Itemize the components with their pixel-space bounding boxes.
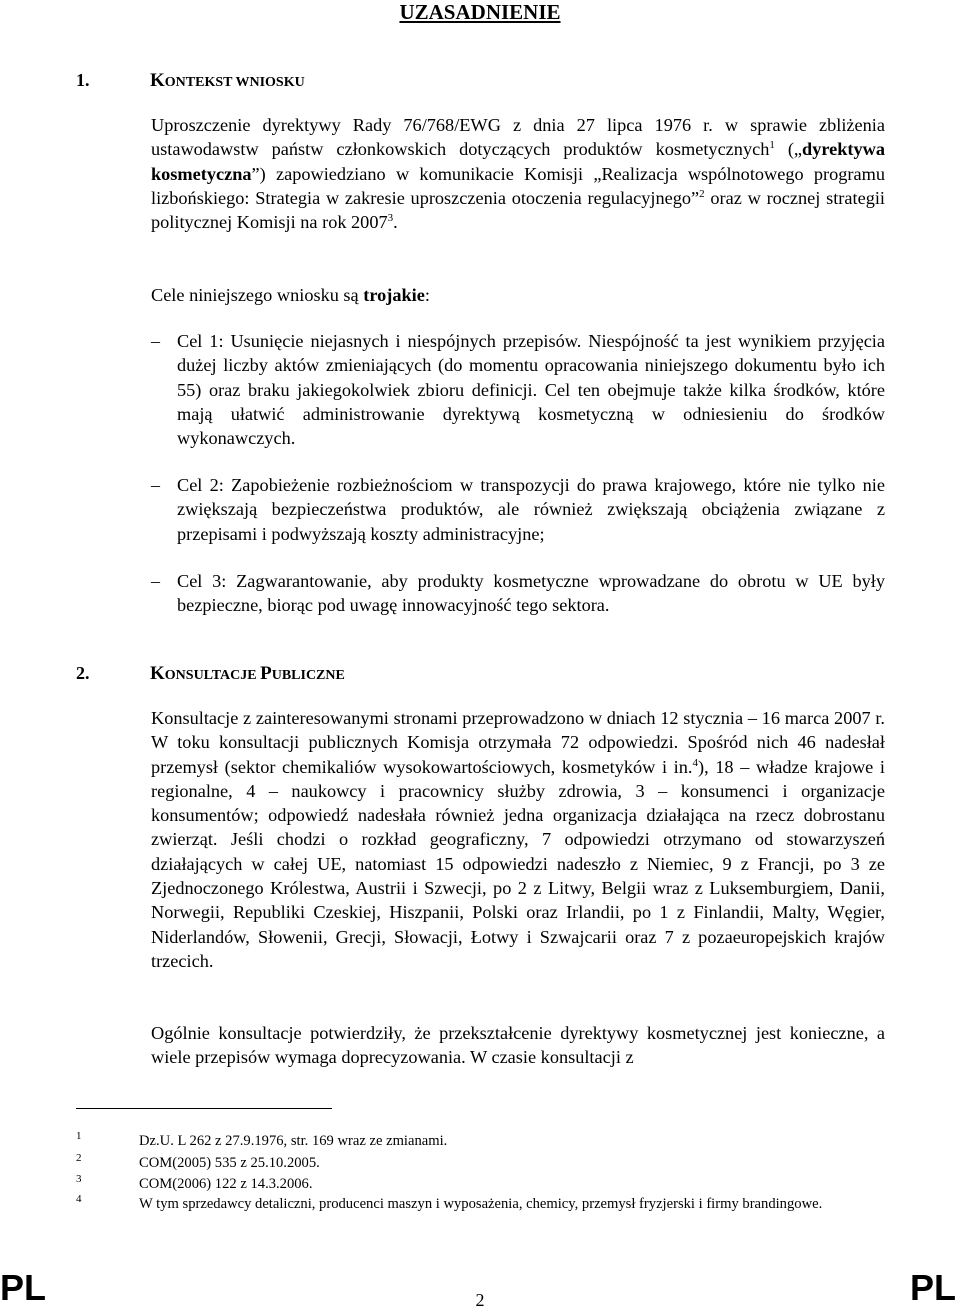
text-run: Cele niniejszego wniosku są — [151, 285, 364, 305]
section-2-title-initial: K — [150, 663, 165, 684]
footnote-text: Dz.U. L 262 z 27.9.1976, str. 169 wraz ze zmianami. — [139, 1133, 448, 1149]
section-2-title-initial-2: P — [260, 663, 272, 684]
text-run: . — [393, 212, 398, 233]
goal-item-3: Cel 3: Zagwarantowanie, aby produkty kosmetyczne wprowadzane do obrotu w UE były bezpieczne, biorąc pod uwagę innowacyjność tego sektora. — [177, 571, 885, 616]
footnote-separator — [76, 1108, 332, 1109]
section-1-title-initial: K — [150, 70, 165, 91]
section-2-heading — [76, 662, 345, 687]
footnote-text: COM(2006) 122 z 14.3.2006. — [139, 1176, 313, 1192]
text-run: ), 18 – władze krajowe i regionalne, 4 – naukowcy i pracownicy służby zdrowia, 3 – konsumenci i organizacje konsumentów; odpowiedź nadesłała również jedna organizacja działająca na rzecz dobrostanu zwierząt. Jeśli chodzi o rozkład geograficzny, 7 odpowiedzi otrzymano od stowarzyszeń działających w całej UE, natomiast 15 odpowiedzi nadeszło z Niemiec, 9 z Francji, po 3 ze Zjednoczonego Królestwa, Austrii i Szwecji, po 2 z Litwy, Belgii wraz z Luksemburgiem, Danii, Norwegii, Republiki Czeskiej, Hiszpanii, Polski oraz Irlandii, po 1 z Finlandii, Malty, Węgier, Niderlandów, Słowenii, Grecji, Słowacji, Łotwy i Szwajcarii oraz 7 z pozaeuropejskich krajów trzecich. — [151, 756, 885, 971]
section-1-title-rest: ONTEKST WNIOSKU — [164, 75, 305, 90]
footnote-text: W tym sprzedawcy detaliczni, producenci maszyn i wyposażenia, chemicy, przemysł fryzjerski i firmy brandingowe. — [139, 1196, 823, 1212]
footnote-text: COM(2005) 535 z 25.10.2005. — [139, 1155, 320, 1171]
footnote-number: 3 — [76, 1173, 82, 1185]
list-dash: – — [151, 571, 160, 591]
section-2-title-rest-2: UBLICZNE — [271, 668, 345, 683]
section-1-number: 1. — [76, 70, 90, 90]
section-1-paragraph-1 — [151, 113, 885, 234]
section-1-paragraph-2 — [151, 283, 885, 307]
goal-item-1: Cel 1: Usunięcie niejasnych i niespójnych przepisów. Niespójność ta jest wynikiem przyjęcia dużej liczby aktów zmieniających (do momentu opracowania niniejszego dokumentu było ich 55) oraz braku jakiegokolwiek zbioru definicji. Cel ten obejmuje także kilka środków, które mają ułatwić administrowanie dyrektywą kosmetyczną w odniesieniu do środków wykonawczych. — [177, 331, 885, 449]
section-2-number: 2. — [76, 663, 90, 683]
footer-language-left: PL — [0, 1267, 47, 1308]
footnote-ref-2: 2 — [699, 187, 705, 200]
footnote-ref-4: 4 — [692, 756, 698, 769]
footnote-number: 4 — [76, 1193, 82, 1205]
footnote-ref-1: 1 — [769, 139, 775, 152]
section-2-title-rest: ONSULTACJE — [164, 668, 261, 683]
text-run: ”) zapowiedziano w komunikacie Komisji „Realizacja wspólnotowego programu lizbońskiego: Strategia w zakresie uproszczenia otoczenia regulacyjnego” — [151, 163, 885, 208]
document-title: UZASADNIENIE — [399, 0, 561, 24]
goal-item-2: Cel 2: Zapobieżenie rozbieżnościom w transpozycji do prawa krajowego, które nie tylko nie zwiększają bezpieczeństwa produktów, ale również zwiększają obciążenia związane z przepisami i podwyższają koszty administracyjne; — [177, 475, 885, 544]
section-2-paragraph-2: Ogólnie konsultacje potwierdziły, że przekształcenie dyrektywy kosmetycznej jest konieczne, a wiele przepisów wymaga doprecyzowania. W czasie konsultacji z — [151, 1023, 885, 1068]
section-2-paragraph-1 — [151, 706, 885, 973]
footnote-number: 2 — [76, 1152, 82, 1164]
text-run: oraz w rocznej strategii politycznej Komisji na rok 2007 — [151, 187, 886, 233]
list-dash: – — [151, 475, 160, 495]
bold-term: trojakie — [363, 285, 425, 305]
footnote-ref-3: 3 — [387, 212, 394, 225]
text-run: : — [424, 285, 430, 305]
text-run: Konsultacje z zainteresowanymi stronami przeprowadzono w dniach 12 stycznia – 16 marca 2007 r. W toku konsultacji publicznych Komisja otrzymała 72 odpowiedzi. Spośród nich 46 nadesłał przemysł (sektor chemikaliów wysokowartościowych, kosmetyków i in. — [151, 708, 885, 777]
bold-term: dyrektywa kosmetyczna — [151, 139, 885, 184]
text-run: („ — [774, 139, 803, 160]
page-number: 2 — [475, 1290, 485, 1310]
list-dash: – — [151, 331, 160, 351]
text-run: Uproszczenie dyrektywy Rady 76/768/EWG z dnia 27 lipca 1976 r. w sprawie zbliżenia ustawodawstw państw członkowskich dotyczących produktów kosmetycznych — [151, 115, 885, 160]
footer-language-right: PL — [909, 1267, 956, 1308]
footnote-number: 1 — [76, 1130, 82, 1142]
section-1-heading — [76, 69, 305, 94]
